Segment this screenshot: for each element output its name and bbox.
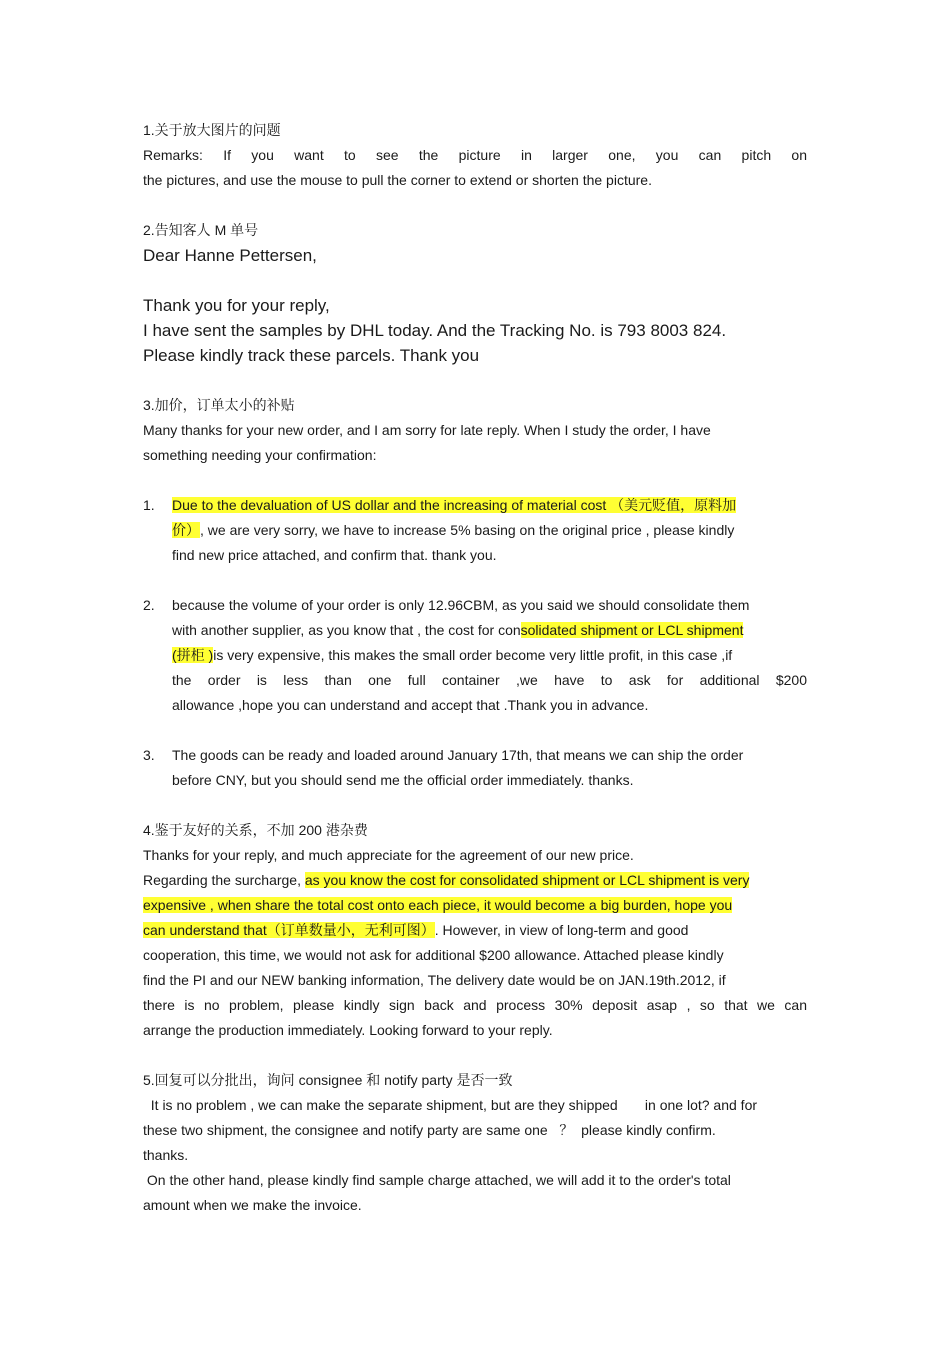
spacer: [143, 193, 807, 218]
paragraph-line: allowance ,hope you can understand and accept that .Thank you in advance.: [172, 697, 649, 713]
section-heading: 3.加价，订单太小的补贴: [143, 397, 295, 413]
section-heading: 5.回复可以分批出，询问 consignee 和 notify party 是否一致: [143, 1072, 513, 1088]
paragraph-line: the pictures, and use the mouse to pull the corner to extend or shorten the picture.: [143, 172, 652, 188]
spacer: [143, 718, 807, 743]
section-4: [143, 818, 807, 1043]
highlighted-text: as you know the cost for consolidated shipment or LCL shipment is very: [304, 872, 750, 888]
paragraph-line: Remarks: If you want to see the picture in larger one, you can pitch on: [143, 147, 807, 163]
section-heading: 4.鉴于友好的关系，不加 200 港杂费: [143, 822, 368, 838]
spacer: [143, 793, 807, 818]
paragraph-line: because the volume of your order is only 12.96CBM, as you said we should consolidate them: [172, 597, 750, 613]
list-item-3: [143, 743, 807, 793]
highlighted-text: solidated shipment or LCL shipment: [520, 622, 744, 638]
section-5: [143, 1068, 807, 1218]
paragraph-line: The goods can be ready and loaded around January 17th, that means we can ship the order: [172, 747, 744, 763]
paragraph-line: these two shipment, the consignee and notify party are same one ？ please kindly confirm.: [143, 1122, 716, 1138]
paragraph-line: Thanks for your reply, and much appreciate for the agreement of our new price.: [143, 847, 634, 863]
list-item-1: [143, 493, 807, 568]
section-2: [143, 218, 807, 368]
spacer: [143, 268, 807, 293]
spacer: [143, 468, 807, 493]
paragraph-text: , we are very sorry, we have to increase 5% basing on the original price , please kindly: [200, 522, 735, 538]
highlighted-text: can understand that（订单数量小，无利可图）: [143, 922, 435, 938]
paragraph-line: arrange the production immediately. Looking forward to your reply.: [143, 1022, 553, 1038]
highlighted-text: (拼柜 ): [172, 647, 214, 663]
paragraph-line: find the PI and our NEW banking information, The delivery date would be on JAN.19th.2012, if: [143, 972, 726, 988]
list-item-2: [143, 593, 807, 718]
paragraph-line: I have sent the samples by DHL today. And the Tracking No. is 793 8003 824.: [143, 321, 727, 340]
paragraph-text: is very expensive, this makes the small order become very little profit, in this case ,if: [213, 647, 733, 663]
highlighted-text: 价）: [172, 522, 200, 538]
section-heading: 1.关于放大图片的问题: [143, 122, 281, 138]
paragraph-line: before CNY, but you should send me the official order immediately. thanks.: [172, 772, 634, 788]
highlighted-text: expensive , when share the total cost onto each piece, it would become a big burden, hope you: [143, 897, 733, 913]
highlighted-text: Due to the devaluation of US dollar and the increasing of material cost （美元贬值，原料加: [172, 497, 737, 513]
section-1: [143, 118, 807, 193]
list-number: 3.: [143, 747, 155, 763]
paragraph-line: cooperation, this time, we would not ask for additional $200 allowance. Attached please kindly: [143, 947, 724, 963]
greeting: Dear Hanne Pettersen,: [143, 246, 317, 265]
paragraph-text: . However, in view of long-term and good: [434, 922, 689, 938]
paragraph-line: thanks.: [143, 1147, 189, 1163]
paragraph-line: something needing your confirmation:: [143, 447, 377, 463]
paragraph-line: find new price attached, and confirm that. thank you.: [172, 547, 497, 563]
paragraph-line: the order is less than one full container ,we have to ask for additional $200: [172, 672, 807, 688]
list-number: 1.: [143, 497, 155, 513]
spacer: [143, 368, 807, 393]
paragraph-line: amount when we make the invoice.: [143, 1197, 362, 1213]
section-3: [143, 393, 807, 793]
section-heading: 2.告知客人 M 单号: [143, 222, 259, 238]
paragraph-line: there is no problem, please kindly sign back and process 30% deposit asap , so that we can: [143, 997, 807, 1013]
spacer: [143, 1043, 807, 1068]
paragraph-line: Please kindly track these parcels. Thank you: [143, 346, 480, 365]
paragraph-line: On the other hand, please kindly find sample charge attached, we will add it to the order's total: [143, 1172, 731, 1188]
document-body: [143, 118, 807, 1218]
list-number: 2.: [143, 597, 155, 613]
paragraph-line: It is no problem , we can make the separate shipment, but are they shipped in one lot? and for: [143, 1097, 758, 1113]
spacer: [143, 568, 807, 593]
paragraph-text: Regarding the surcharge,: [143, 872, 305, 888]
paragraph-line: Thank you for your reply,: [143, 296, 330, 315]
paragraph-text: with another supplier, as you know that , the cost for con: [172, 622, 521, 638]
paragraph-line: Many thanks for your new order, and I am sorry for late reply. When I study the order, I have: [143, 422, 711, 438]
